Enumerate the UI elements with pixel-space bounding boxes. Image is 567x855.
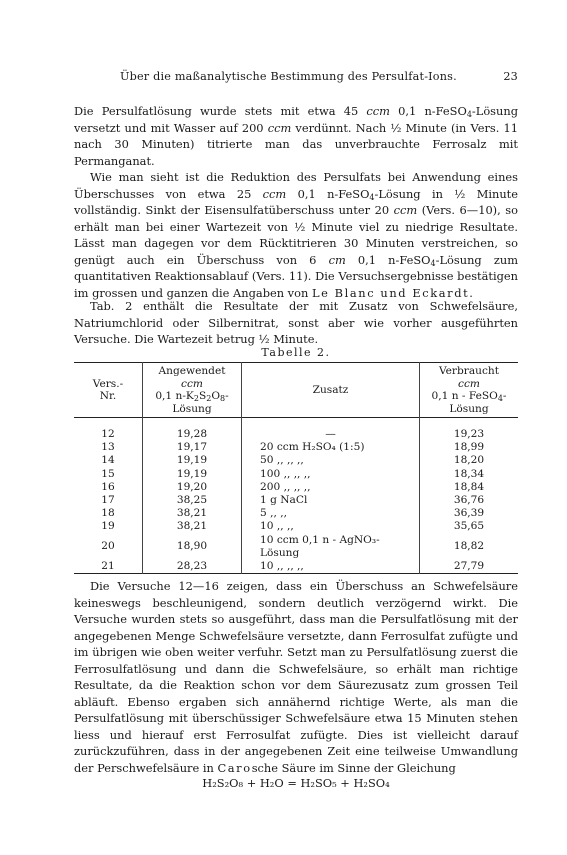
header-line: Nr.: [99, 390, 117, 402]
paragraph-3: [74, 298, 518, 348]
cell-verbraucht: 35,65: [420, 520, 519, 533]
unit: ccm: [267, 120, 292, 135]
table-row: [74, 520, 518, 533]
cell-angewendet: 19,17: [143, 441, 242, 454]
unit: ccm: [393, 203, 418, 217]
cell-nr: 14: [101, 454, 115, 467]
cell-zusatz: 100 ,, ,, ,,: [242, 468, 420, 481]
cell-nr: 16: [101, 480, 115, 493]
table-row: [74, 481, 518, 494]
table-row: [74, 534, 518, 560]
cell-zusatz: —: [242, 428, 420, 441]
cell-nr: 15: [101, 467, 115, 480]
cell-zusatz: 1 g NaCl: [242, 494, 420, 507]
running-title: Über die maßanalytische Bestimmung des Persulfat-Ions.: [120, 70, 457, 83]
chemical-equation: H₂S₂O₈ + H₂O = H₂SO₅ + H₂SO₄: [202, 776, 390, 790]
cell-angewendet: 38,25: [143, 494, 242, 507]
cell-verbraucht: 18,34: [420, 468, 519, 481]
cell-nr: 18: [101, 507, 115, 520]
cell-verbraucht: 18,82: [420, 534, 519, 560]
unit: cm: [328, 252, 346, 267]
cell-nr: 17: [101, 494, 115, 507]
subscript: 4: [466, 110, 472, 119]
text: .: [469, 285, 473, 300]
page-number: 23: [503, 70, 518, 83]
header-verbraucht: [420, 363, 519, 418]
header-line: Lösung: [449, 402, 489, 415]
text: sche Säure im Sinne der Gleichung: [251, 760, 456, 775]
cell-angewendet: 19,28: [143, 428, 242, 441]
header-unit: ccm: [458, 377, 480, 390]
cell-verbraucht: 36,39: [420, 507, 519, 520]
cell-verbraucht: 36,76: [420, 494, 519, 507]
text: Die Versuche 12—16 zeigen, dass ein Überschuss an Schwefelsäure keineswegs beschleunigend, sondern deutlich verzögernd wirkt. Die Versuche wurden stets so ausgeführt, dass man die Persulfatlösung mit der angegebenen Menge Schwefelsäure versetzte, dann Ferrosulfat zufügte und im übrigen wie oben weiter verfuhr. Setzt man zu Persulfatlösung zuerst die Ferrosulfatlösung und dann die Schwefelsäure, so erhält man richtige Resultate, da die Reaktion schon vor dem Säurezusatz zum grossen Teil abläuft. Ebenso ergaben sich annähernd richtige Werte, als man die Persulfatlösung mit überschüssiger Schwefelsäure etwa 15 Minuten stehen liess und hierauf erst Ferrosulfat zufügte. Dies ist vielleicht darauf zurückzuführen, dass in der angegebenen Zeit eine teilweise Umwandlung der Perschwefelsäure in: [74, 579, 518, 775]
table-row: [74, 454, 518, 467]
paragraph-1: [74, 103, 518, 169]
cell-nr: 20: [101, 540, 115, 553]
cell-zusatz: 20 ccm H₂SO₄ (1:5): [242, 441, 420, 454]
paragraph-2: [74, 169, 518, 301]
subscript: 4: [369, 192, 375, 202]
cell-angewendet: 19,20: [143, 481, 242, 494]
cell-nr: 21: [101, 560, 115, 573]
text: Die Persulfatlösung wurde stets mit etwa 45: [74, 104, 367, 118]
cell-angewendet: 19,19: [143, 454, 242, 467]
cell-zusatz: 50 ,, ,, ,,: [242, 454, 420, 467]
cell-nr: 13: [101, 441, 115, 454]
unit: ccm: [262, 186, 287, 201]
cell-angewendet: 28,23: [143, 560, 242, 574]
header-line: Lösung: [172, 402, 212, 415]
table-row: [74, 468, 518, 481]
cell-verbraucht: 19,23: [420, 428, 519, 441]
cell-zusatz: 5 ,, ,,: [242, 507, 420, 520]
running-header: [120, 70, 518, 83]
table-row: [74, 428, 518, 441]
cell-verbraucht: 18,20: [420, 454, 519, 467]
table-title: Tabelle 2.: [261, 346, 331, 359]
text: 0,1 n-FeSO: [286, 186, 370, 201]
author-names: Le Blanc und Eckardt: [311, 285, 470, 300]
cell-zusatz: 200 ,, ,, ,,: [242, 481, 420, 494]
author-name: Caro: [217, 760, 252, 775]
table-row: [74, 507, 518, 520]
header-zusatz: Zusatz: [242, 363, 420, 418]
table-row: [74, 560, 518, 574]
text: -Lösung zum quantitativen Reaktionsablauf (Vers. 11). Die Versuchsergebnisse bestätigen im grossen und ganzen die Angaben von: [74, 252, 518, 300]
cell-zusatz: 10 ,, ,,: [242, 520, 420, 533]
header-angewendet: [143, 363, 242, 418]
cell-verbraucht: 27,79: [420, 560, 519, 574]
paragraph-4: [74, 578, 518, 776]
table-row: [74, 494, 518, 507]
text: Tab. 2 enthält die Resultate der mit Zusatz von Schwefelsäure, Natriumchlorid oder Silbernitrat, sonst aber wie vorher ausgeführten Versuche. Die Wartezeit betrug ½ Minute.: [74, 299, 518, 346]
text: (Vers. 6—10), so erhält man bei einer Wartezeit von ½ Minute viel zu niedrige Resultate. Lässt man dagegen vor dem Rücktitrieren 30 Minuten verstreichen, so genügt auch ein Überschuss von 6: [74, 203, 519, 267]
cell-angewendet: 18,90: [143, 534, 242, 560]
text: -Lösung versetzt und mit Wasser auf 200: [74, 104, 518, 135]
table-row: [74, 441, 518, 454]
header-line: Angewendet: [158, 365, 226, 377]
text: 0,1 n-FeSO: [345, 252, 431, 267]
text: verdünnt. Nach ½ Minute (in Vers. 11 nach 30 Minuten) titrierte man das unverbrauchte Ferrosalz mit Permanganat.: [74, 120, 518, 168]
cell-verbraucht: 18,99: [420, 441, 519, 454]
cell-nr: 19: [101, 520, 115, 533]
table-header-row: [74, 363, 518, 418]
cell-angewendet: 19,19: [143, 468, 242, 481]
header-line: Vers.-: [92, 377, 124, 390]
header-reagent: 0,1 $n-K_2S_2O_8-$: [155, 390, 229, 403]
text: -Lösung in ½ Minute vollständig. Sinkt der Eisensulfatüberschuss unter 20: [74, 186, 518, 217]
text: Wie man sieht ist die Reduktion des Persulfats bei Anwendung eines Überschusses von etwa 25: [74, 170, 518, 201]
text: 0,1 n-FeSO: [389, 104, 467, 118]
subscript: 4: [430, 258, 436, 268]
unit: ccm: [366, 104, 390, 118]
header-line: Verbraucht: [438, 365, 499, 377]
header-unit: ccm: [181, 377, 203, 390]
cell-angewendet: 38,21: [143, 520, 242, 533]
cell-nr: 12: [101, 428, 115, 440]
results-table: [74, 362, 518, 574]
cell-zusatz: 10 ccm 0,1 n - AgNO₃-Lösung: [242, 534, 420, 560]
header-vers-nr: [74, 363, 143, 418]
header-reagent: 0,1 n - FeSO$_4$-: [431, 390, 507, 403]
cell-verbraucht: 18,84: [420, 481, 519, 494]
cell-zusatz: 10 ,, ,, ,,: [242, 560, 420, 574]
cell-angewendet: 38,21: [143, 507, 242, 520]
